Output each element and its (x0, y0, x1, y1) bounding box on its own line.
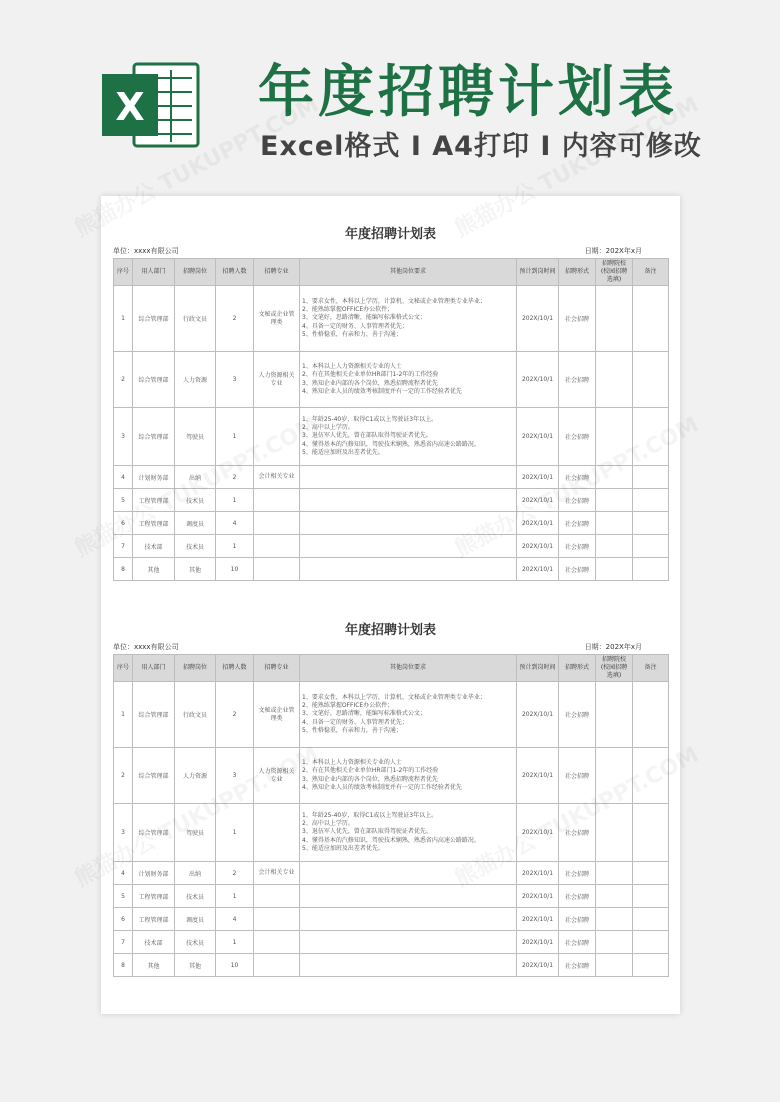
cell-department: 计划财务部 (133, 862, 175, 885)
cell-no: 6 (114, 512, 133, 535)
column-header: 用人部门 (133, 259, 175, 286)
cell-count: 1 (216, 535, 254, 558)
cell-note (633, 535, 669, 558)
column-header: 招聘人数 (216, 655, 254, 682)
cell-requirements (300, 885, 517, 908)
cell-count: 1 (216, 931, 254, 954)
cell-department: 综合管理部 (133, 748, 175, 804)
cell-department: 工程管理部 (133, 512, 175, 535)
cell-school (596, 558, 633, 581)
cell-form: 社会招聘 (559, 286, 596, 352)
cell-requirements: 1、年龄25-40岁，取得C1或以上驾驶证3年以上。 2、高中以上学历。 3、退伍军人优先，曾在部队取得驾驶证者优先。 4、懂得基本的汽修知识，驾驶技术娴熟，熟悉省内高速公路路况。 5、能适应加班及出差者优先。 (300, 408, 517, 466)
excel-logo-icon (100, 58, 202, 152)
cell-school (596, 408, 633, 466)
column-header: 其他岗位要求 (300, 259, 517, 286)
cell-arrival-date: 202X/10/1 (517, 931, 559, 954)
column-header: 招聘岗位 (175, 259, 216, 286)
cell-major (254, 931, 300, 954)
cell-count: 2 (216, 682, 254, 748)
cell-note (633, 286, 669, 352)
cell-post: 其他 (175, 558, 216, 581)
cell-requirements (300, 862, 517, 885)
sheet-meta (113, 642, 668, 654)
cell-requirements: 1、本科以上人力资源相关专业的人士 2、有在其他相关企业单位HR部门1-2年的工作经验 3、熟知企业内部的各个岗位，熟悉招聘流程者优先 4、熟知企业人员的绩效考核制度并有一定的工作经验者优先 (300, 748, 517, 804)
cell-no: 5 (114, 885, 133, 908)
table-row (114, 512, 669, 535)
cell-form: 社会招聘 (559, 535, 596, 558)
date-label: 日期：202X年x月 (584, 643, 642, 651)
cell-form: 社会招聘 (559, 954, 596, 977)
cell-no: 8 (114, 954, 133, 977)
cell-no: 8 (114, 558, 133, 581)
cell-school (596, 954, 633, 977)
cell-post: 技术员 (175, 535, 216, 558)
column-header: 招聘形式 (559, 259, 596, 286)
cell-no: 7 (114, 535, 133, 558)
cell-major: 人力资源相关专业 (254, 748, 300, 804)
cell-department: 工程管理部 (133, 908, 175, 931)
cell-note (633, 682, 669, 748)
cell-form: 社会招聘 (559, 862, 596, 885)
company-label: 单位：xxxx有限公司 (113, 643, 179, 651)
date-label: 日期：202X年x月 (584, 247, 642, 255)
column-header: 招聘院校(校园招聘选填) (596, 259, 633, 286)
cell-major (254, 512, 300, 535)
cell-major (254, 535, 300, 558)
table-row (114, 286, 669, 352)
cell-major (254, 489, 300, 512)
cell-no: 2 (114, 748, 133, 804)
column-header: 预计到岗时间 (517, 655, 559, 682)
column-header: 序号 (114, 259, 133, 286)
cell-post: 出纳 (175, 466, 216, 489)
cell-requirements (300, 908, 517, 931)
banner-subtitle: Excel格式 I A4打印 I 内容可修改 (260, 131, 702, 162)
cell-count: 2 (216, 862, 254, 885)
table-row (114, 535, 669, 558)
column-header: 招聘专业 (254, 655, 300, 682)
cell-note (633, 862, 669, 885)
cell-count: 3 (216, 748, 254, 804)
cell-department: 技术部 (133, 931, 175, 954)
cell-school (596, 862, 633, 885)
cell-arrival-date: 202X/10/1 (517, 558, 559, 581)
table-row (114, 558, 669, 581)
cell-no: 4 (114, 862, 133, 885)
cell-note (633, 931, 669, 954)
cell-school (596, 286, 633, 352)
cell-no: 1 (114, 682, 133, 748)
cell-major (254, 558, 300, 581)
cell-arrival-date: 202X/10/1 (517, 512, 559, 535)
cell-count: 1 (216, 885, 254, 908)
cell-form: 社会招聘 (559, 931, 596, 954)
cell-school (596, 535, 633, 558)
cell-arrival-date: 202X/10/1 (517, 908, 559, 931)
cell-requirements (300, 489, 517, 512)
table-row (114, 804, 669, 862)
cell-major: 人力资源相关专业 (254, 352, 300, 408)
table-row (114, 489, 669, 512)
cell-note (633, 908, 669, 931)
cell-note (633, 885, 669, 908)
cell-school (596, 931, 633, 954)
cell-post: 其他 (175, 954, 216, 977)
cell-no: 5 (114, 489, 133, 512)
table-row (114, 352, 669, 408)
cell-note (633, 954, 669, 977)
cell-form: 社会招聘 (559, 512, 596, 535)
cell-count: 1 (216, 804, 254, 862)
column-header: 其他岗位要求 (300, 655, 517, 682)
column-header: 备注 (633, 259, 669, 286)
company-label: 单位：xxxx有限公司 (113, 247, 179, 255)
cell-major: 文秘或企业管理类 (254, 682, 300, 748)
cell-form: 社会招聘 (559, 804, 596, 862)
cell-count: 2 (216, 466, 254, 489)
document-page (101, 196, 680, 1014)
cell-no: 2 (114, 352, 133, 408)
cell-note (633, 748, 669, 804)
cell-major (254, 885, 300, 908)
sheet-1 (113, 224, 668, 581)
cell-requirements: 1、本科以上人力资源相关专业的人士 2、有在其他相关企业单位HR部门1-2年的工作经验 3、熟知企业内部的各个岗位，熟悉招聘流程者优先 4、熟知企业人员的绩效考核制度并有一定的工作经验者优先 (300, 352, 517, 408)
cell-no: 3 (114, 408, 133, 466)
cell-department: 综合管理部 (133, 682, 175, 748)
cell-arrival-date: 202X/10/1 (517, 682, 559, 748)
table-row (114, 908, 669, 931)
cell-department: 技术部 (133, 535, 175, 558)
cell-arrival-date: 202X/10/1 (517, 352, 559, 408)
cell-form: 社会招聘 (559, 885, 596, 908)
table-header-row (114, 259, 669, 286)
cell-school (596, 804, 633, 862)
cell-post: 调度员 (175, 512, 216, 535)
cell-count: 10 (216, 954, 254, 977)
table-row (114, 682, 669, 748)
cell-school (596, 748, 633, 804)
column-header: 预计到岗时间 (517, 259, 559, 286)
cell-post: 技术员 (175, 931, 216, 954)
cell-form: 社会招聘 (559, 466, 596, 489)
cell-post: 技术员 (175, 885, 216, 908)
cell-requirements (300, 558, 517, 581)
cell-form: 社会招聘 (559, 682, 596, 748)
cell-no: 7 (114, 931, 133, 954)
cell-arrival-date: 202X/10/1 (517, 862, 559, 885)
cell-requirements (300, 466, 517, 489)
cell-arrival-date: 202X/10/1 (517, 408, 559, 466)
cell-arrival-date: 202X/10/1 (517, 885, 559, 908)
sheet-title: 年度招聘计划表 (344, 623, 436, 638)
cell-major (254, 908, 300, 931)
cell-post: 人力资源 (175, 748, 216, 804)
cell-department: 其他 (133, 954, 175, 977)
table-row (114, 748, 669, 804)
table-row (114, 931, 669, 954)
cell-requirements (300, 954, 517, 977)
sheet-meta (113, 246, 668, 258)
column-header: 招聘专业 (254, 259, 300, 286)
cell-department: 工程管理部 (133, 489, 175, 512)
cell-post: 人力资源 (175, 352, 216, 408)
cell-requirements: 1、年龄25-40岁，取得C1或以上驾驶证3年以上。 2、高中以上学历。 3、退伍军人优先，曾在部队取得驾驶证者优先。 4、懂得基本的汽修知识，驾驶技术娴熟，熟悉省内高速公路路况。 5、能适应加班及出差者优先。 (300, 804, 517, 862)
cell-form: 社会招聘 (559, 748, 596, 804)
cell-note (633, 408, 669, 466)
column-header: 备注 (633, 655, 669, 682)
cell-note (633, 512, 669, 535)
cell-count: 4 (216, 512, 254, 535)
cell-count: 10 (216, 558, 254, 581)
table-row (114, 954, 669, 977)
cell-school (596, 682, 633, 748)
cell-count: 1 (216, 408, 254, 466)
cell-major (254, 954, 300, 977)
cell-note (633, 466, 669, 489)
banner-title: 年度招聘计划表 (258, 60, 678, 125)
cell-no: 6 (114, 908, 133, 931)
cell-major: 会计相关专业 (254, 466, 300, 489)
banner (0, 0, 780, 195)
cell-department: 工程管理部 (133, 885, 175, 908)
table-row (114, 862, 669, 885)
cell-requirements: 1、要求女性，本科以上学历，计算机、文秘或企业管理类专业毕业； 2、能熟练掌握OFFICE办公软件； 3、文笔好，思路清晰，能编写标准格式公文； 4、具备一定的财务、人事管理者优先； 5、性格稳重，有亲和力，善于沟通； (300, 286, 517, 352)
column-header: 序号 (114, 655, 133, 682)
column-header: 用人部门 (133, 655, 175, 682)
cell-arrival-date: 202X/10/1 (517, 804, 559, 862)
cell-post: 调度员 (175, 908, 216, 931)
cell-arrival-date: 202X/10/1 (517, 954, 559, 977)
cell-requirements (300, 535, 517, 558)
column-header: 招聘形式 (559, 655, 596, 682)
sheet-2 (113, 620, 668, 977)
cell-major: 文秘或企业管理类 (254, 286, 300, 352)
cell-no: 4 (114, 466, 133, 489)
cell-count: 4 (216, 908, 254, 931)
cell-school (596, 489, 633, 512)
cell-requirements (300, 512, 517, 535)
cell-note (633, 558, 669, 581)
column-header: 招聘岗位 (175, 655, 216, 682)
cell-form: 社会招聘 (559, 908, 596, 931)
table-header-row (114, 655, 669, 682)
sheet-title: 年度招聘计划表 (344, 227, 436, 242)
cell-school (596, 352, 633, 408)
cell-major: 会计相关专业 (254, 862, 300, 885)
cell-department: 其他 (133, 558, 175, 581)
cell-department: 综合管理部 (133, 352, 175, 408)
column-header: 招聘人数 (216, 259, 254, 286)
table-row (114, 408, 669, 466)
cell-arrival-date: 202X/10/1 (517, 748, 559, 804)
cell-note (633, 352, 669, 408)
cell-count: 2 (216, 286, 254, 352)
cell-school (596, 908, 633, 931)
cell-note (633, 804, 669, 862)
cell-major (254, 804, 300, 862)
cell-no: 1 (114, 286, 133, 352)
cell-form: 社会招聘 (559, 352, 596, 408)
cell-department: 综合管理部 (133, 408, 175, 466)
column-header: 招聘院校(校园招聘选填) (596, 655, 633, 682)
cell-school (596, 512, 633, 535)
cell-post: 行政文员 (175, 682, 216, 748)
cell-department: 计划财务部 (133, 466, 175, 489)
cell-post: 技术员 (175, 489, 216, 512)
cell-form: 社会招聘 (559, 489, 596, 512)
svg-text:X: X (115, 85, 145, 129)
cell-no: 3 (114, 804, 133, 862)
cell-department: 综合管理部 (133, 804, 175, 862)
cell-department: 综合管理部 (133, 286, 175, 352)
cell-major (254, 408, 300, 466)
cell-arrival-date: 202X/10/1 (517, 466, 559, 489)
cell-post: 驾驶员 (175, 804, 216, 862)
cell-requirements: 1、要求女性，本科以上学历，计算机、文秘或企业管理类专业毕业； 2、能熟练掌握OFFICE办公软件； 3、文笔好，思路清晰，能编写标准格式公文； 4、具备一定的财务、人事管理者优先； 5、性格稳重，有亲和力，善于沟通； (300, 682, 517, 748)
cell-note (633, 489, 669, 512)
cell-school (596, 885, 633, 908)
cell-arrival-date: 202X/10/1 (517, 489, 559, 512)
cell-post: 行政文员 (175, 286, 216, 352)
cell-count: 1 (216, 489, 254, 512)
cell-requirements (300, 931, 517, 954)
recruitment-table (113, 654, 669, 977)
table-row (114, 466, 669, 489)
cell-arrival-date: 202X/10/1 (517, 286, 559, 352)
cell-form: 社会招聘 (559, 558, 596, 581)
cell-count: 3 (216, 352, 254, 408)
cell-school (596, 466, 633, 489)
cell-form: 社会招聘 (559, 408, 596, 466)
cell-arrival-date: 202X/10/1 (517, 535, 559, 558)
cell-post: 驾驶员 (175, 408, 216, 466)
recruitment-table (113, 258, 669, 581)
table-row (114, 885, 669, 908)
cell-post: 出纳 (175, 862, 216, 885)
